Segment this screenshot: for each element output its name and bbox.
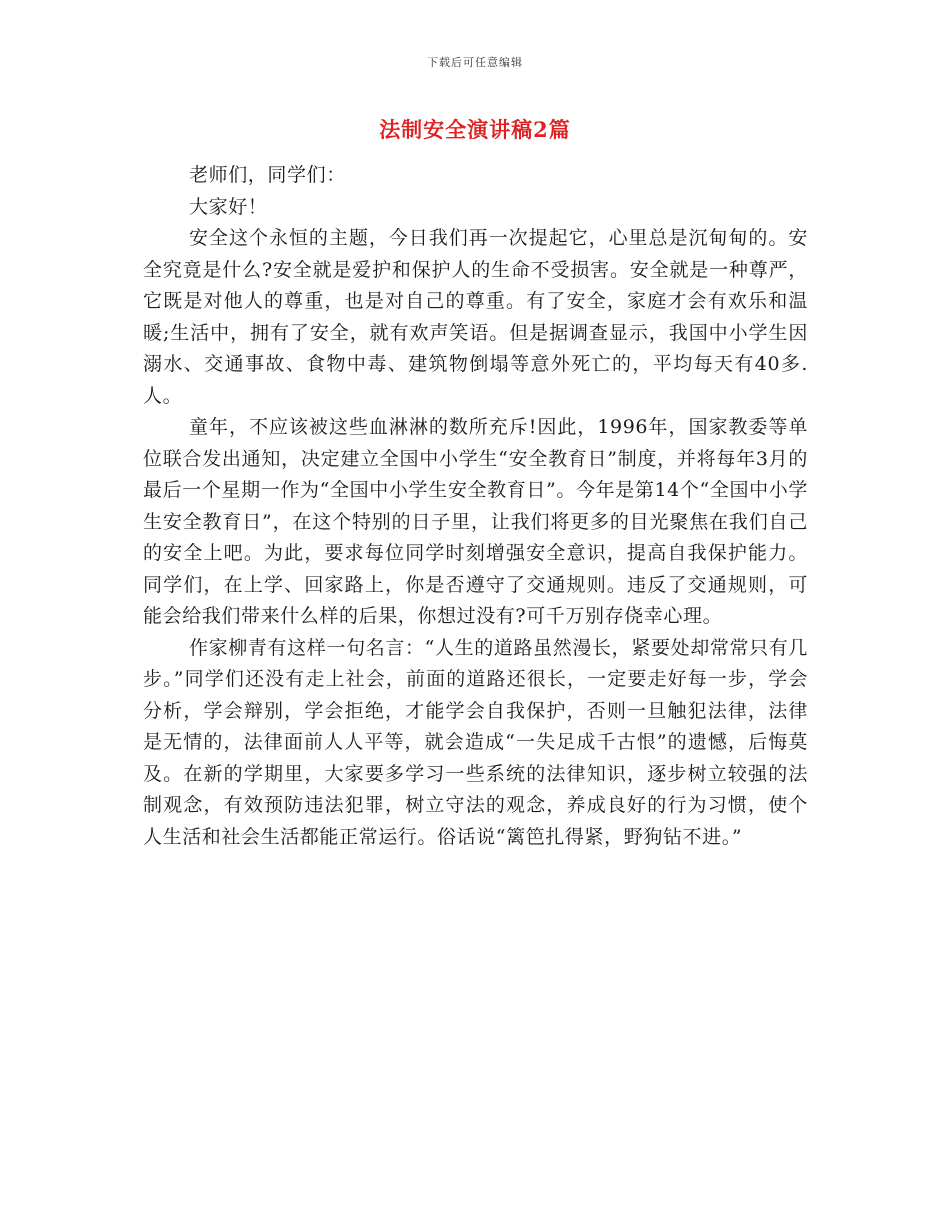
greeting-paragraph: 大家好！ (189, 195, 268, 218)
body-paragraph: 作家柳青有这样一句名言：“人生的道路虽然漫长，紧要处却常常只有几步。”同学们还没有走上社会，前面的道路还很长，一定要走好每一步，学会分析，学会辩别，学会拒绝，才能学会自我保护，否则一旦触犯法律，法律是无情的，法律面前人人平等，就会造成“一失足成千古恨”的遗憾，后悔莫及。在新的学期里，大家要多学习一些系统的法律知识，逐步树立较强的法制观念，有效预防违法犯罪，树立守法的观念，养成良好的行为习惯，使个人生活和社会生活都能正常运行。俗话说“篱笆扎得紧，野狗钻不进。” (143, 636, 808, 848)
body-paragraph: 安全这个永恒的主题，今日我们再一次提起它，心里总是沉甸甸的。安全究竟是什么?安全就是爱护和保护人的生命不受损害。安全就是一种尊严，它既是对他人的尊重，也是对自己的尊重。有了安全，家庭才会有欢乐和温暖;生活中，拥有了安全，就有欢声笑语。但是据调查显示，我国中小学生因溺水、交通事故、食物中毒、建筑物倒塌等意外死亡的，平均每天有40多.人。 (143, 227, 808, 407)
salutation-paragraph: 老师们，同学们： (189, 164, 346, 186)
header-note: 下载后可任意编辑 (427, 56, 523, 69)
document-title: 法制安全演讲稿2篇 (379, 117, 571, 142)
document-body (143, 160, 808, 853)
body-paragraph: 童年，不应该被这些血淋淋的数所充斥!因此，1996年，国家教委等单位联合发出通知，决定建立全国中小学生“安全教育日”制度，并将每年3月的最后一个星期一作为“全国中小学生安全教育日”。今年是第14个“全国中小学生安全教育日”，在这个特别的日子里，让我们将更多的目光聚焦在我们自己的安全上吧。为此，要求每位同学时刻增强安全意识，提高自我保护能力。同学们，在上学、回家路上，你是否遵守了交通规则。违反了交通规则，可能会给我们带来什么样的后果，你想过没有?可千万别存侥幸心理。 (143, 416, 808, 627)
